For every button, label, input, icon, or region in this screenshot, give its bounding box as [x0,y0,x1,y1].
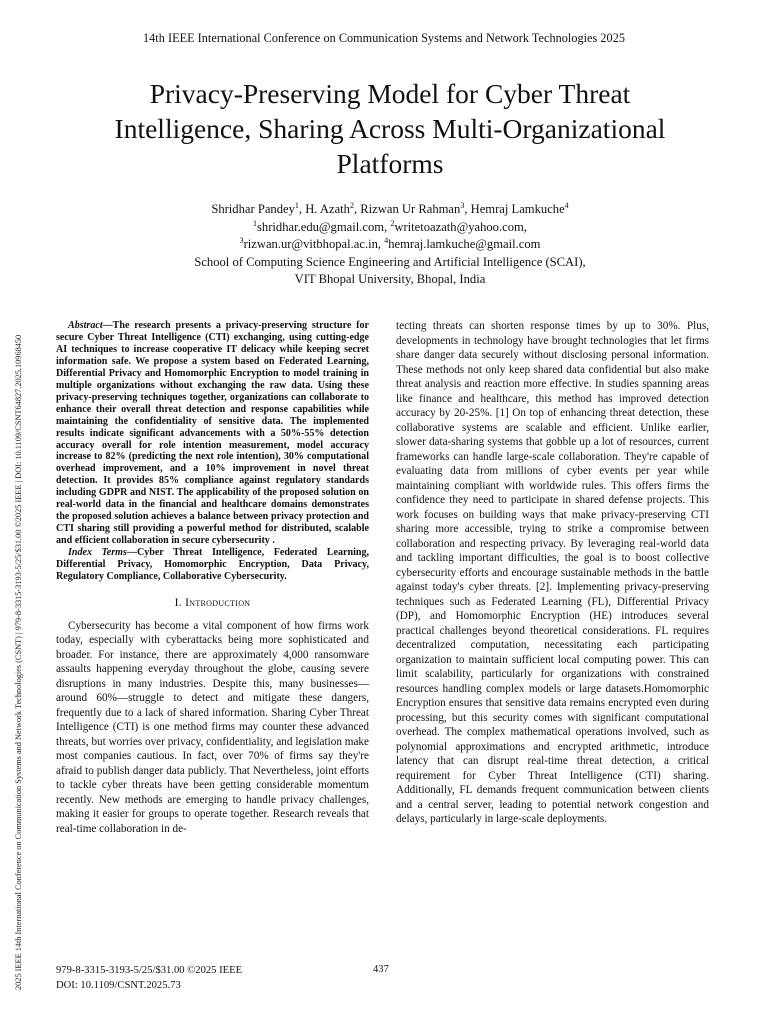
author-names: Shridhar Pandey$^1$, H. Azath$^2$, Rizwan Ur Rahman$^3$, Hemraj Lamkuche$^4$ [211,201,569,216]
author-block [60,201,720,289]
title-line-3: Platforms [336,148,444,179]
author-name: H. Azath [305,202,350,216]
paper-title [40,76,740,181]
footer-isbn: 979-8-3315-3193-5/25/$31.00 ©2025 IEEE [56,965,243,976]
index-terms: Index Terms—Cyber Threat Intelligence, Federated Learning, Differential Privacy, Homomorphic Encryption, Data Privacy, Regulatory Compliance, Collaborative Cybersecurity. [56,547,369,583]
author-name: Shridhar Pandey [211,202,295,216]
page-number: 437 [373,964,389,975]
title-line-1: Privacy-Preserving Model for Cyber Threat [149,78,631,109]
intro-paragraph-right: tecting threats can shorten response times by up to 30%. Plus, developments in technology have brought technologies that let firms share danger data securely without disclosing personal information. These methods not only keep shared data confidential but also make threat analysis and reaction more effective. In studies spanning areas like finance and healthcare, this method has improved detection accuracy by 20-25%. [1] On top of enhancing threat detection, these collaborative systems are scalable and efficient. Unlike earlier, slower data-sharing systems that gobble up a lot of resources, current frameworks can handle large-scale collaboration. They're capable of evaluating data from millions of cyber events per year while maintaining compliant with worldwide rules. This offers firms the confidence they need to participate in shared defense projects. This work focuses on building ways that make privacy-preserving CTI sharing more accessible, trying to strike a compromise between collaboration and respecting privacy. By leveraging real-world data and tackling important difficulties, the goal is to boost collective cybersecurity efforts and encourage sustainable methods in the battle against today's cyber threats. [2]. Implementing privacy-preserving techniques such as Federated Learning (FL), Differential Privacy (DP), and Homomorphic Encryption (HE) introduces several practical challenges beyond theoretical considerations. FL requires decentralized computation, necessitating each participating organization to maintain sufficient local computing power. This can limit scalability, particularly for organizations with constrained resources handling complex models or large datasets.Homomorphic Encryption ensures that sensitive data remains encrypted even during processing, but this security comes with significant computational overhead. The complex mathematical operations involved, such as polynomial approximations and encrypted arithmetic, introduce latency that can disrupt real-time threat detection, a critical requirement for Cyber Threat Intelligence (CTI) sharing. Additionally, FL demands frequent communication between clients and a central server, leading to potential network congestion and delays, particularly in large-scale deployments. [396,320,709,825]
author-name: Hemraj Lamkuche [470,202,565,216]
author-emails-line-2: $^3$rizwan.ur@vitbhopal.ac.in, $^4$hemraj.lamkuche@gmail.com [239,236,541,251]
affiliation-line-2: VIT Bhopal University, Bhopal, India [294,272,486,286]
section-heading-introduction [56,597,369,609]
author-email: shridhar.edu@gmail.com, [257,219,388,234]
section-title: Introduction [185,596,251,609]
author-name: Rizwan Ur Rahman [360,202,461,216]
left-column [56,320,369,836]
author-email: writetoazath@yahoo.com, [394,219,527,234]
side-doi-strip: 2025 IEEE 14th International Conference on Communication Systems and Network Technologies (CSNT) | 979-8-3315-3193-5/25/$31.00 ©2025 IEEE | DOI: 10.1109/CSNT64827.2025.10968450 [14,334,23,990]
footer-doi: DOI: 10.1109/CSNT.2025.73 [56,979,181,991]
conference-header: 14th IEEE International Conference on Communication Systems and Network Technologies 2025 [143,31,625,45]
affiliation-line-1: School of Computing Science Engineering and Artificial Intelligence (SCAI), [194,254,586,269]
title-line-2: Intelligence, Sharing Across Multi-Organizational [114,113,666,144]
author-email: rizwan.ur@vitbhopal.ac.in, [243,237,382,251]
author-emails-line-1: $^1$shridhar.edu@gmail.com, $^2$writetoazath@yahoo.com, [253,218,527,234]
right-column [396,319,709,827]
index-terms-text: Cyber Threat Intelligence, Federated Learning, Differential Privacy, Homomorphic Encryption, Data Privacy, Regulatory Compliance, Collaborative Cybersecurity. [56,547,369,583]
author-email: hemraj.lamkuche@gmail.com [388,237,541,251]
index-terms-label: Index Terms [68,547,127,559]
intro-paragraph-left: Cybersecurity has become a vital component of how firms work today, especially with cyberattacks being more sophisticated and broader. For instance, there are approximately 4,000 ransomware assaults happening everyday throughout the globe, causing severe disruptions in many industries. Despite this, many businesses—around 60%—struggle to detect and mitigate these dangers, frequently due to a lack of shared information. Sharing Cyber Threat Intelligence (CTI) is one method firms may counter these advanced threats, but worries over privacy, confidentiality, and legislation make most companies cautious. In fact, over 70% of firms say they're afraid to publish danger data publicly. That Nevertheless, joint efforts to tackle cyber threats have been getting considerable momentum recently. New methods are emerging to handle privacy challenges, making it easier for groups to operate together. Research reveals that real-time collaboration in de- [56,619,369,835]
abstract: Abstract—The research presents a privacy-preserving structure for secure Cyber Threat Intelligence (CTI) exchanging, using cutting-edge AI techniques to increase cooperative IT delicacy while keeping secret information safe. We propose a system based on Federated Learning, Differential Privacy and Homomorphic Encryption to model training in multiple organizations without exchanging the raw data. Using these privacy-preserving techniques together, organizations can collaborate to enhance their overall threat detection and response capabilities while maintaining the confidentiality of sensitive data. The implemented results indicate significant advancements with a 50%-55% detection accuracy overall for role intention measurement, model accuracy increase to 82% (predicting the next role intention), 30% computational overhead improvement, and a 10% improvement in novel threat detection. It provides 85% compliance against regulatory standards including GDPR and NIST. The applicability of the proposed solution on real-world data in the financial and healthcare domains demonstrates the proposed solution achieves a balance between privacy protection and CTI sharing still providing a powerful method for distributed, scalable and efficient collaboration in secure cybersecurity . [56,320,369,547]
abstract-text: The research presents a privacy-preserving structure for secure Cyber Threat Intelligence (CTI) exchanging, using cutting-edge AI techniques to increase cooperative IT delicacy while keeping secret information safe. We propose a system based on Federated Learning, Differential Privacy and Homomorphic Encryption to model training in multiple organizations without exchanging the raw data. Using these privacy-preserving techniques together, organizations can collaborate to enhance their overall threat detection and response capabilities while maintaining the confidentiality of sensitive data. The implemented results indicate significant advancements with a 50%-55% detection accuracy overall for role intention measurement, model accuracy increase to 82% (predicting the next role intention), 30% computational overhead improvement, and a 10% improvement in novel threat detection. It provides 85% compliance against regulatory standards including GDPR and NIST. The applicability of the proposed solution on real-world data in the financial and healthcare domains demonstrates the proposed solution achieves a balance between privacy protection and CTI sharing still providing a powerful method for distributed, scalable and efficient collaboration in secure cybersecurity . [56,320,369,547]
abstract-label: Abstract [68,320,103,331]
page-footer [56,964,242,993]
section-number: I. [174,596,182,609]
